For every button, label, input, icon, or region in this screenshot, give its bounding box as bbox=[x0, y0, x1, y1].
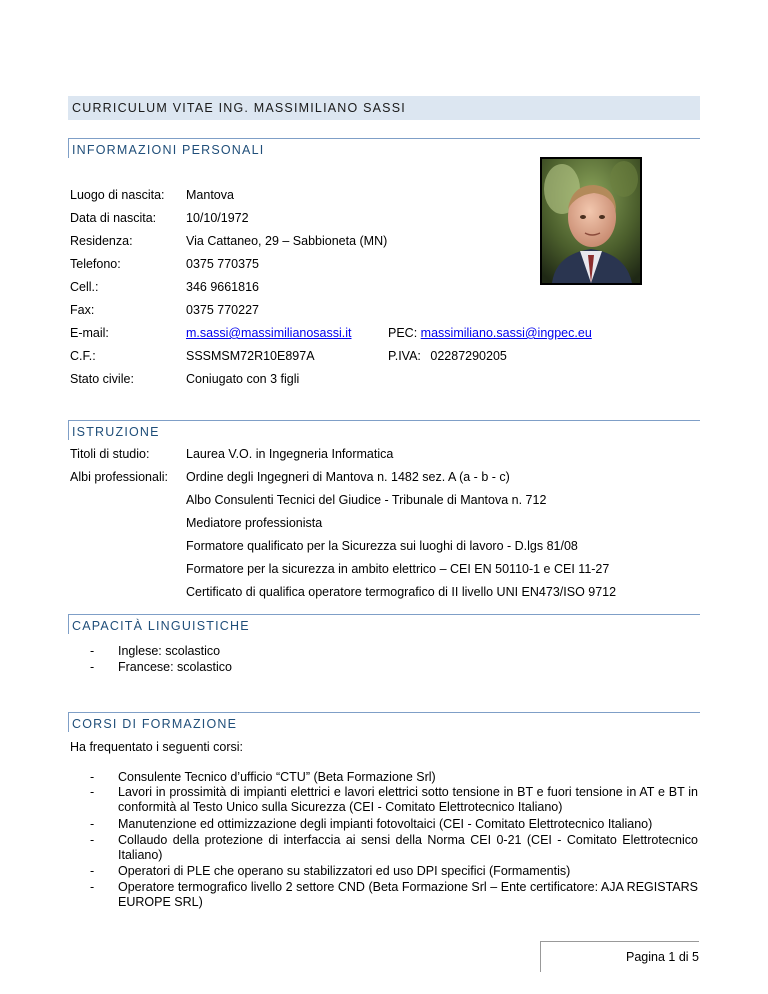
document-title: CURRICULUM VITAE ING. MASSIMILIANO SASSI bbox=[68, 96, 700, 120]
fax-value: 0375 770227 bbox=[186, 303, 259, 317]
pec-label: PEC: bbox=[388, 326, 418, 340]
piva-group bbox=[388, 349, 507, 363]
birthplace-value: Mantova bbox=[186, 188, 234, 202]
course-item: Operatori di PLE che operano su stabilizzatori ed uso DPI specifici (Formamentis) bbox=[118, 864, 571, 878]
birthdate-value: 10/10/1972 bbox=[186, 211, 249, 225]
bullet-dash: - bbox=[90, 880, 95, 894]
birthplace-label: Luogo di nascita: bbox=[70, 188, 165, 202]
piva-value: 02287290205 bbox=[430, 349, 507, 363]
page-footer: Pagina 1 di 5 bbox=[540, 941, 699, 972]
albi-item: Albo Consulenti Tecnici del Giudice - Tribunale di Mantova n. 712 bbox=[186, 493, 547, 507]
portrait-image bbox=[542, 159, 640, 283]
bullet-dash: - bbox=[90, 644, 95, 658]
course-item: Collaudo della protezione di interfaccia ai sensi della Norma CEI 0-21 (CEI - Comitato Elettrotecnico Italiano) bbox=[118, 833, 698, 862]
albi-item: Formatore per la sicurezza in ambito elettrico – CEI EN 50110-1 e CEI 11-27 bbox=[186, 562, 610, 576]
mobile-value: 346 9661816 bbox=[186, 280, 259, 294]
albi-label: Albi professionali: bbox=[70, 470, 168, 484]
fax-label: Fax: bbox=[70, 303, 95, 317]
course-item: Manutenzione ed ottimizzazione degli impianti fotovoltaici (CEI - Comitato Elettrotecnico Italiano) bbox=[118, 817, 653, 831]
section-personal-heading: INFORMAZIONI PERSONALI bbox=[68, 138, 700, 158]
mobile-label: Cell.: bbox=[70, 280, 99, 294]
albi-item: Mediatore professionista bbox=[186, 516, 323, 530]
birthdate-label: Data di nascita: bbox=[70, 211, 157, 225]
pec-link[interactable]: massimiliano.sassi@ingpec.eu bbox=[420, 326, 592, 340]
course-item: Lavori in prossimità di impianti elettrici e lavori elettrici sotto tensione in BT e fuori tensione in AT e BT in conformità al Testo Unico sulla Sicurezza (CEI - Comitato Elettrotecnico Italiano) bbox=[118, 785, 698, 814]
course-item: Consulente Tecnico d’ufficio “CTU” (Beta Formazione Srl) bbox=[118, 770, 436, 784]
bullet-dash: - bbox=[90, 833, 95, 847]
cf-label: C.F.: bbox=[70, 349, 96, 363]
courses-intro-text: Ha frequentato i seguenti corsi: bbox=[70, 740, 244, 754]
language-text: Francese: scolastico bbox=[118, 660, 232, 674]
bullet-dash: - bbox=[90, 864, 95, 878]
pec-group bbox=[388, 326, 592, 340]
albi-item: Certificato di qualifica operatore termografico di II livello UNI EN473/ISO 9712 bbox=[186, 585, 617, 599]
section-education-heading: ISTRUZIONE bbox=[68, 420, 700, 440]
section-courses-heading: CORSI DI FORMAZIONE bbox=[68, 712, 700, 732]
residence-value: Via Cattaneo, 29 – Sabbioneta (MN) bbox=[186, 234, 388, 248]
albi-item: Ordine degli Ingegneri di Mantova n. 1482 sez. A (a - b - c) bbox=[186, 470, 510, 484]
email-link[interactable]: m.sassi@massimilianosassi.it bbox=[186, 326, 352, 340]
section-languages-heading: CAPACITÀ LINGUISTICHE bbox=[68, 614, 700, 634]
phone-value: 0375 770375 bbox=[186, 257, 259, 271]
bullet-dash: - bbox=[90, 660, 95, 674]
piva-label: P.IVA: bbox=[388, 349, 421, 363]
language-text: Inglese: scolastico bbox=[118, 644, 221, 658]
bullet-dash: - bbox=[90, 817, 95, 831]
civil-value: Coniugato con 3 figli bbox=[186, 372, 300, 386]
email-label: E-mail: bbox=[70, 326, 109, 340]
phone-label: Telefono: bbox=[70, 257, 121, 271]
cf-value: SSSMSM72R10E897A bbox=[186, 349, 315, 363]
degree-value: Laurea V.O. in Ingegneria Informatica bbox=[186, 447, 394, 461]
residence-label: Residenza: bbox=[70, 234, 133, 248]
civil-label: Stato civile: bbox=[70, 372, 134, 386]
profile-photo bbox=[540, 157, 642, 285]
degree-label: Titoli di studio: bbox=[70, 447, 150, 461]
bullet-dash: - bbox=[90, 785, 95, 799]
albi-item: Formatore qualificato per la Sicurezza sui luoghi di lavoro - D.lgs 81/08 bbox=[186, 539, 578, 553]
course-item: Operatore termografico livello 2 settore CND (Beta Formazione Srl – Ente certificatore: AJA REGISTARS EUROPE SRL) bbox=[118, 880, 698, 909]
bullet-dash: - bbox=[90, 770, 95, 784]
